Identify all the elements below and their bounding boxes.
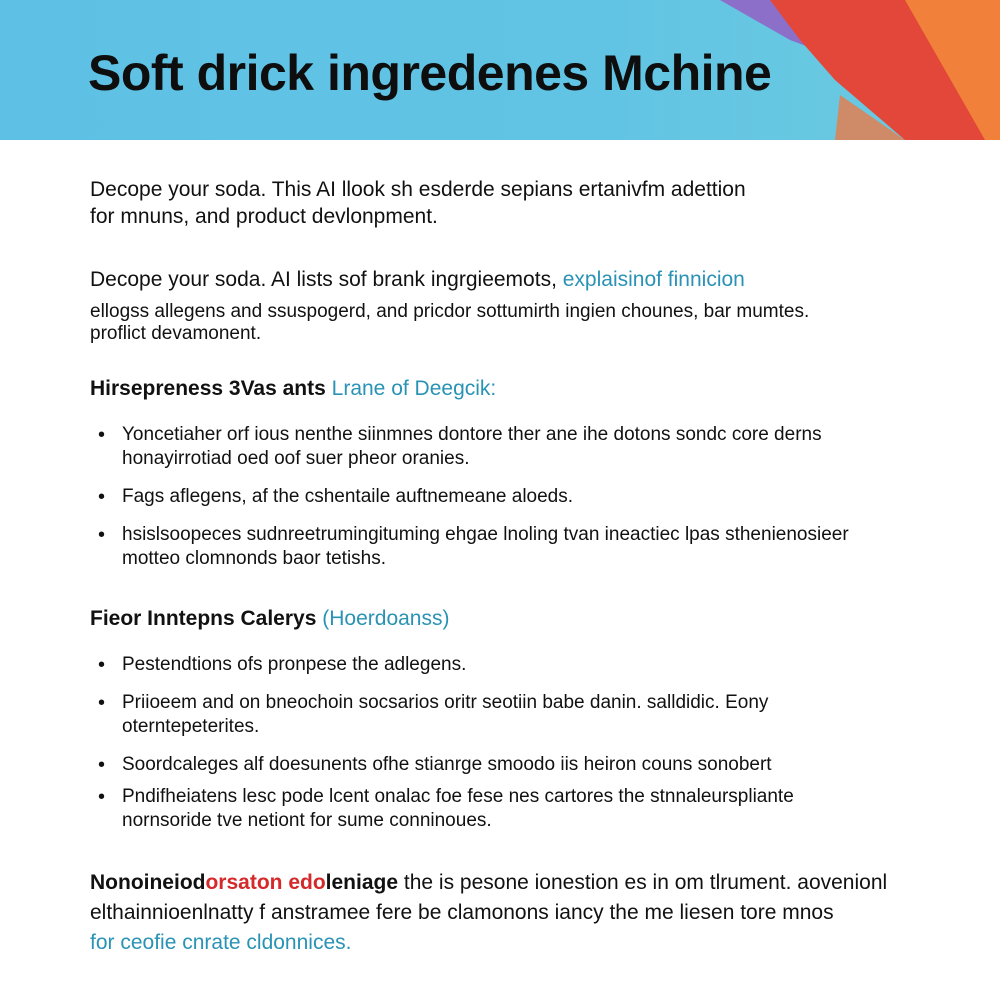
list-item-line: Soordcaleges alf doesunents ofhe stianrge smoodo iis heiron couns sonobert	[122, 754, 772, 775]
list-item	[90, 423, 890, 471]
list-item	[90, 691, 890, 739]
section-1-heading	[90, 375, 890, 403]
list-item-line: Pndifheiatens lesc pode lcent onalac foe fese nes cartores the stnnaleurspliante	[122, 786, 794, 807]
list-item	[90, 653, 890, 677]
closing-bold-rest: leniage	[325, 871, 399, 894]
section-2-heading-accent: (Hoerdoanss)	[322, 607, 450, 630]
closing-lead: Nonoineiod	[90, 871, 206, 894]
para2-line-2: ellogss allegens and ssuspogerd, and pricdor sottumirth ingien chounes, bar mumtes.	[90, 301, 810, 322]
intro-paragraph	[90, 176, 890, 230]
list-item-line: Yoncetiaher orf ious nenthe siinmnes dontore ther ane ihe dotons sondc core derns	[122, 424, 822, 445]
list-item-line: honayirrotiad oed oof suer pheor oranies.	[122, 448, 470, 469]
para2-link[interactable]: explaisinof finnicion	[562, 268, 745, 291]
closing-paragraph	[90, 869, 890, 956]
list-item-line: motteo clomnonds baor tetishs.	[122, 548, 387, 569]
section-1	[90, 375, 890, 571]
intro-line-1: Decope your soda. This AI llook sh esderde sepians ertanivfm adettion	[90, 178, 746, 201]
list-item-line: Priioeem and on bneochoin socsarios oritr seotiin babe danin. salldidic. Eony	[122, 692, 769, 713]
page-title: Soft drick ingredenes Mchine	[88, 45, 772, 101]
section-1-list	[90, 423, 890, 571]
list-item	[90, 785, 890, 833]
section-2-heading-main: Fieor Inntepns Calerys	[90, 607, 317, 630]
section-2-list	[90, 653, 890, 833]
header-banner	[0, 0, 1000, 140]
closing-line-3: for ceofie cnrate cldonnices.	[90, 931, 352, 954]
intro-line-2: for mnuns, and product devlonpment.	[90, 205, 438, 228]
document-body	[90, 176, 890, 956]
section-2-heading	[90, 605, 890, 633]
list-item-line: oterntepeterites.	[122, 716, 260, 737]
list-item-line: Pestendtions ofs pronpese the adlegens.	[122, 654, 467, 675]
para2-lead: Decope your soda. AI lists sof brank ingrgieemots,	[90, 268, 557, 291]
section-2	[90, 605, 890, 833]
list-item-line: hsislsoopeces sudnreetrumingituming ehgae lnoling tvan ineactiec lpas sthenienosieer	[122, 524, 849, 545]
list-item-line: Fags aflegens, af the cshentaile auftnemeane aloeds.	[122, 486, 574, 507]
list-item	[90, 753, 890, 777]
second-paragraph	[90, 266, 890, 345]
section-1-heading-accent: Lrane of Deegcik:	[331, 377, 497, 400]
closing-line-1-rest: the is pesone ionestion es in om tlrument. aovenionl	[398, 871, 888, 894]
closing-line-2: elthainnioenlnatty f anstramee fere be clamonons iancy the me liesen tore mnos	[90, 901, 834, 924]
para2-line-3: proflict devamonent.	[90, 323, 262, 344]
para2-line-1	[90, 266, 890, 293]
closing-line-1	[90, 869, 890, 896]
list-item-line: nornsoride tve netiont for sume conninoues.	[122, 810, 492, 831]
section-1-heading-main: Hirsepreness 3Vas ants	[90, 377, 326, 400]
list-item	[90, 523, 890, 571]
list-item	[90, 485, 890, 509]
closing-red-text: orsaton edo	[205, 871, 326, 894]
